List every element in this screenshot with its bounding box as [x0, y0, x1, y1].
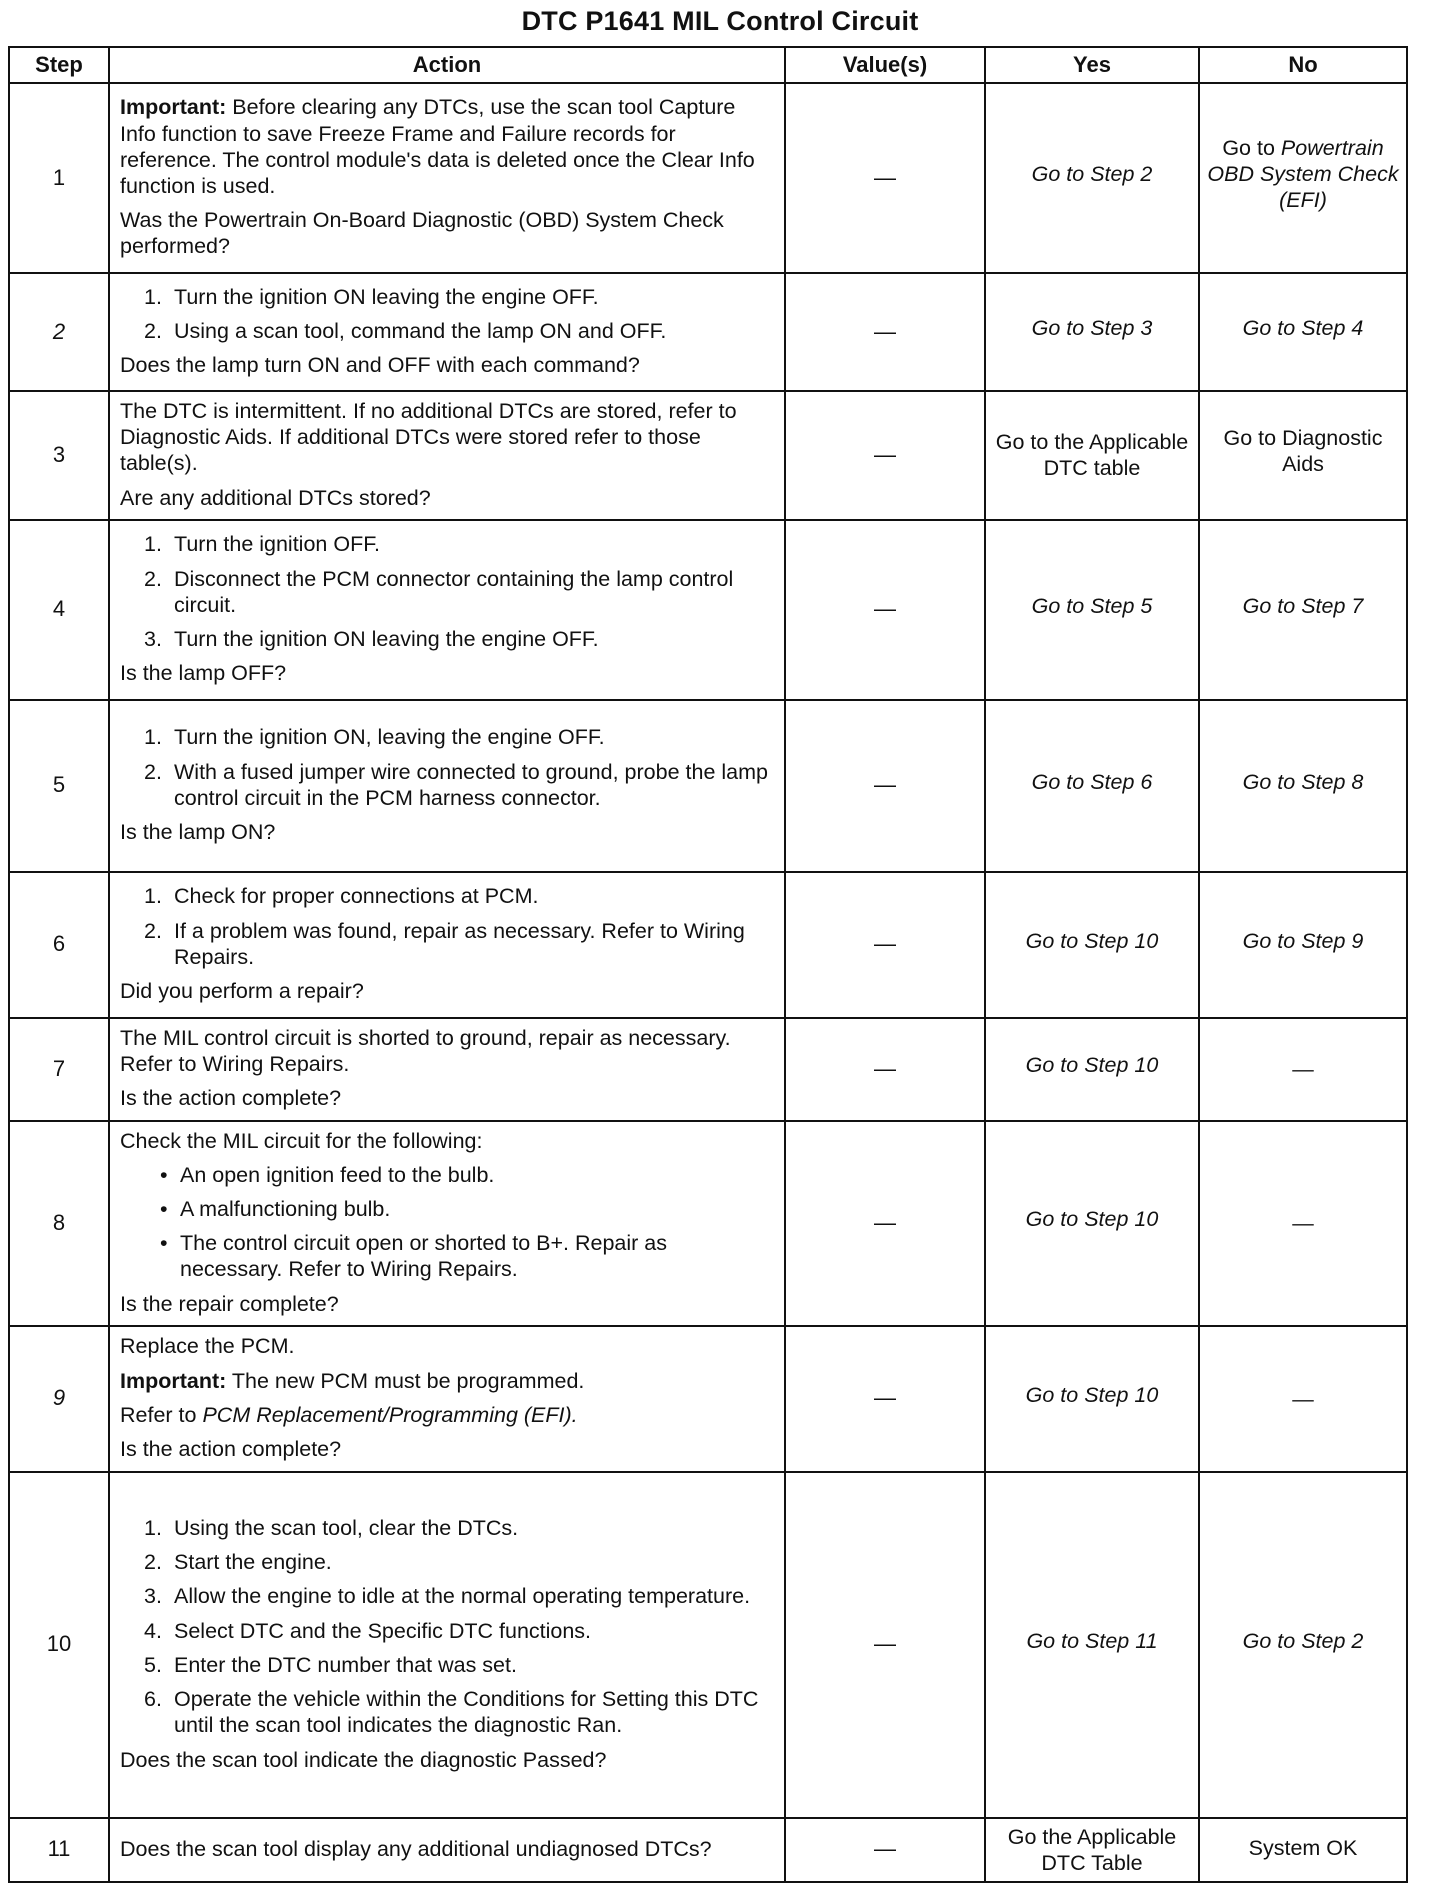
step-number: 1 [9, 83, 109, 273]
page-title: DTC P1641 MIL Control Circuit [521, 6, 919, 36]
header-step: Step [9, 47, 109, 83]
step-number: 9 [9, 1326, 109, 1472]
action-paragraph: Check the MIL circuit for the following: [120, 1128, 483, 1153]
value-cell: — [785, 1472, 985, 1818]
action-cell [109, 1121, 785, 1326]
action-question: Was the Powertrain On-Board Diagnostic (OBD) System Check performed? [120, 208, 724, 259]
no-link-italic: Powertrain OBD System Check (EFI) [1207, 135, 1399, 213]
important-label: Important: [120, 1368, 227, 1393]
step-number: 4 [9, 520, 109, 700]
list-item: 1. Turn the ignition OFF. [144, 532, 380, 557]
no-link[interactable]: Go to Step 4 [1199, 273, 1407, 391]
value-cell: — [785, 273, 985, 391]
list-item: 1. Using the scan tool, clear the DTCs. [144, 1515, 519, 1540]
step-number: 2 [9, 273, 109, 391]
list-item: • A malfunctioning bulb. [160, 1196, 391, 1221]
dtc-table [8, 46, 1408, 1883]
value-cell: — [785, 1121, 985, 1326]
no-link[interactable]: Go to Step 2 [1199, 1472, 1407, 1818]
list-item: • An open ignition feed to the bulb. [160, 1162, 495, 1187]
important-text: Before clearing any DTCs, use the scan tool Capture Info function to save Freeze Frame and Failure records for reference. The control module's data is deleted once the Clear Info function is used. [120, 95, 755, 198]
action-cell [109, 520, 785, 700]
action-question: Is the lamp OFF? [120, 661, 287, 686]
action-cell [109, 391, 785, 520]
list-item: 6. Operate the vehicle within the Conditions for Setting this DTC until the scan tool indicates the diagnostic Ran. [144, 1687, 759, 1738]
step-number: 11 [9, 1818, 109, 1882]
no-value: System OK [1199, 1818, 1407, 1882]
action-question: Is the action complete? [120, 1086, 342, 1111]
action-cell [109, 273, 785, 391]
yes-link[interactable]: Go to Step 10 [985, 1121, 1199, 1326]
action-question: Does the lamp turn ON and OFF with each command? [120, 353, 640, 378]
table-row [9, 872, 1407, 1018]
action-question: Does the scan tool display any additional undiagnosed DTCs? [120, 1836, 712, 1861]
list-item: 1. Check for proper connections at PCM. [144, 884, 539, 909]
action-cell [109, 872, 785, 1018]
no-value: — [1199, 1121, 1407, 1326]
action-question: Is the repair complete? [120, 1291, 339, 1316]
important-text: The new PCM must be programmed. [226, 1368, 585, 1393]
header-yes: Yes [985, 47, 1199, 83]
step-number: 3 [9, 391, 109, 520]
table-row [9, 273, 1407, 391]
yes-link[interactable]: Go to the Applicable DTC table [985, 391, 1199, 520]
value-cell: — [785, 700, 985, 872]
yes-link[interactable]: Go to Step 3 [985, 273, 1199, 391]
no-link[interactable]: Go to Step 9 [1199, 872, 1407, 1018]
list-item: 1. Turn the ignition ON, leaving the engine OFF. [144, 725, 605, 750]
action-cell [109, 83, 785, 273]
step-number: 10 [9, 1472, 109, 1818]
yes-link[interactable]: Go to Step 10 [985, 1018, 1199, 1121]
no-value: — [1199, 1326, 1407, 1472]
list-item: 3. Allow the engine to idle at the normal operating temperature. [144, 1584, 751, 1609]
step-number: 8 [9, 1121, 109, 1326]
yes-link[interactable]: Go to Step 11 [985, 1472, 1199, 1818]
header-values: Value(s) [785, 47, 985, 83]
yes-link[interactable]: Go to Step 5 [985, 520, 1199, 700]
list-item: 4. Select DTC and the Specific DTC functions. [144, 1618, 592, 1643]
table-row [9, 1472, 1407, 1818]
action-question: Did you perform a repair? [120, 979, 364, 1004]
value-cell: — [785, 520, 985, 700]
list-item: 2. Start the engine. [144, 1550, 332, 1575]
action-paragraph [120, 1402, 774, 1428]
list-item: 2. With a fused jumper wire connected to ground, probe the lamp control circuit in the PCM harness connector. [144, 759, 768, 810]
value-cell: — [785, 1018, 985, 1121]
refer-prefix: Refer to [120, 1402, 203, 1427]
table-row [9, 1018, 1407, 1121]
table-row [9, 520, 1407, 700]
list-item: 1. Turn the ignition ON leaving the engine OFF. [144, 284, 599, 309]
yes-link[interactable]: Go the Applicable DTC Table [985, 1818, 1199, 1882]
table-row [9, 391, 1407, 520]
action-paragraph: The MIL control circuit is shorted to ground, repair as necessary. Refer to Wiring Repairs. [120, 1025, 731, 1077]
no-prefix: Go to [1222, 135, 1281, 160]
action-paragraph [120, 1368, 774, 1394]
yes-link[interactable]: Go to Step 6 [985, 700, 1199, 872]
value-cell: — [785, 872, 985, 1018]
yes-link[interactable]: Go to Step 10 [985, 872, 1199, 1018]
action-cell [109, 1818, 785, 1882]
no-link[interactable]: Go to Step 8 [1199, 700, 1407, 872]
no-link[interactable]: Go to Step 7 [1199, 520, 1407, 700]
table-row [9, 700, 1407, 872]
value-cell: — [785, 391, 985, 520]
list-item: 3. Turn the ignition ON leaving the engine OFF. [144, 626, 599, 651]
action-cell [109, 1472, 785, 1818]
action-cell [109, 1326, 785, 1472]
list-item: 5. Enter the DTC number that was set. [144, 1652, 517, 1677]
no-link[interactable]: Go to Diagnostic Aids [1199, 391, 1407, 520]
value-cell: — [785, 1326, 985, 1472]
yes-link[interactable]: Go to Step 10 [985, 1326, 1199, 1472]
action-cell [109, 1018, 785, 1121]
step-number: 5 [9, 700, 109, 872]
header-no: No [1199, 47, 1407, 83]
list-item: 2. Using a scan tool, command the lamp ON and OFF. [144, 318, 667, 343]
table-row [9, 1818, 1407, 1882]
refer-link[interactable]: PCM Replacement/Programming (EFI). [202, 1402, 578, 1427]
action-question: Does the scan tool indicate the diagnostic Passed? [120, 1747, 607, 1772]
list-item: 2. If a problem was found, repair as necessary. Refer to Wiring Repairs. [144, 918, 745, 969]
table-row [9, 1326, 1407, 1472]
header-action: Action [109, 47, 785, 83]
list-item: • The control circuit open or shorted to B+. Repair as necessary. Refer to Wiring Repairs. [160, 1231, 667, 1282]
action-paragraph: Replace the PCM. [120, 1334, 295, 1359]
value-cell: — [785, 1818, 985, 1882]
list-item: 2. Disconnect the PCM connector containing the lamp control circuit. [144, 566, 734, 617]
action-paragraph: The DTC is intermittent. If no additional DTCs are stored, refer to Diagnostic Aids. If additional DTCs were stored refer to those table(s). [120, 399, 737, 476]
action-question: Is the action complete? [120, 1437, 342, 1462]
action-question: Are any additional DTCs stored? [120, 485, 431, 510]
table-row [9, 1121, 1407, 1326]
action-paragraph [120, 94, 774, 199]
step-number: 7 [9, 1018, 109, 1121]
no-value: — [1199, 1018, 1407, 1121]
value-cell: — [785, 83, 985, 273]
action-question: Is the lamp ON? [120, 820, 276, 845]
table-row [9, 83, 1407, 273]
important-label: Important: [120, 95, 227, 120]
table-header-row [9, 47, 1407, 83]
action-cell [109, 700, 785, 872]
step-number: 6 [9, 872, 109, 1018]
yes-link[interactable]: Go to Step 2 [985, 83, 1199, 273]
no-link[interactable] [1199, 83, 1407, 273]
